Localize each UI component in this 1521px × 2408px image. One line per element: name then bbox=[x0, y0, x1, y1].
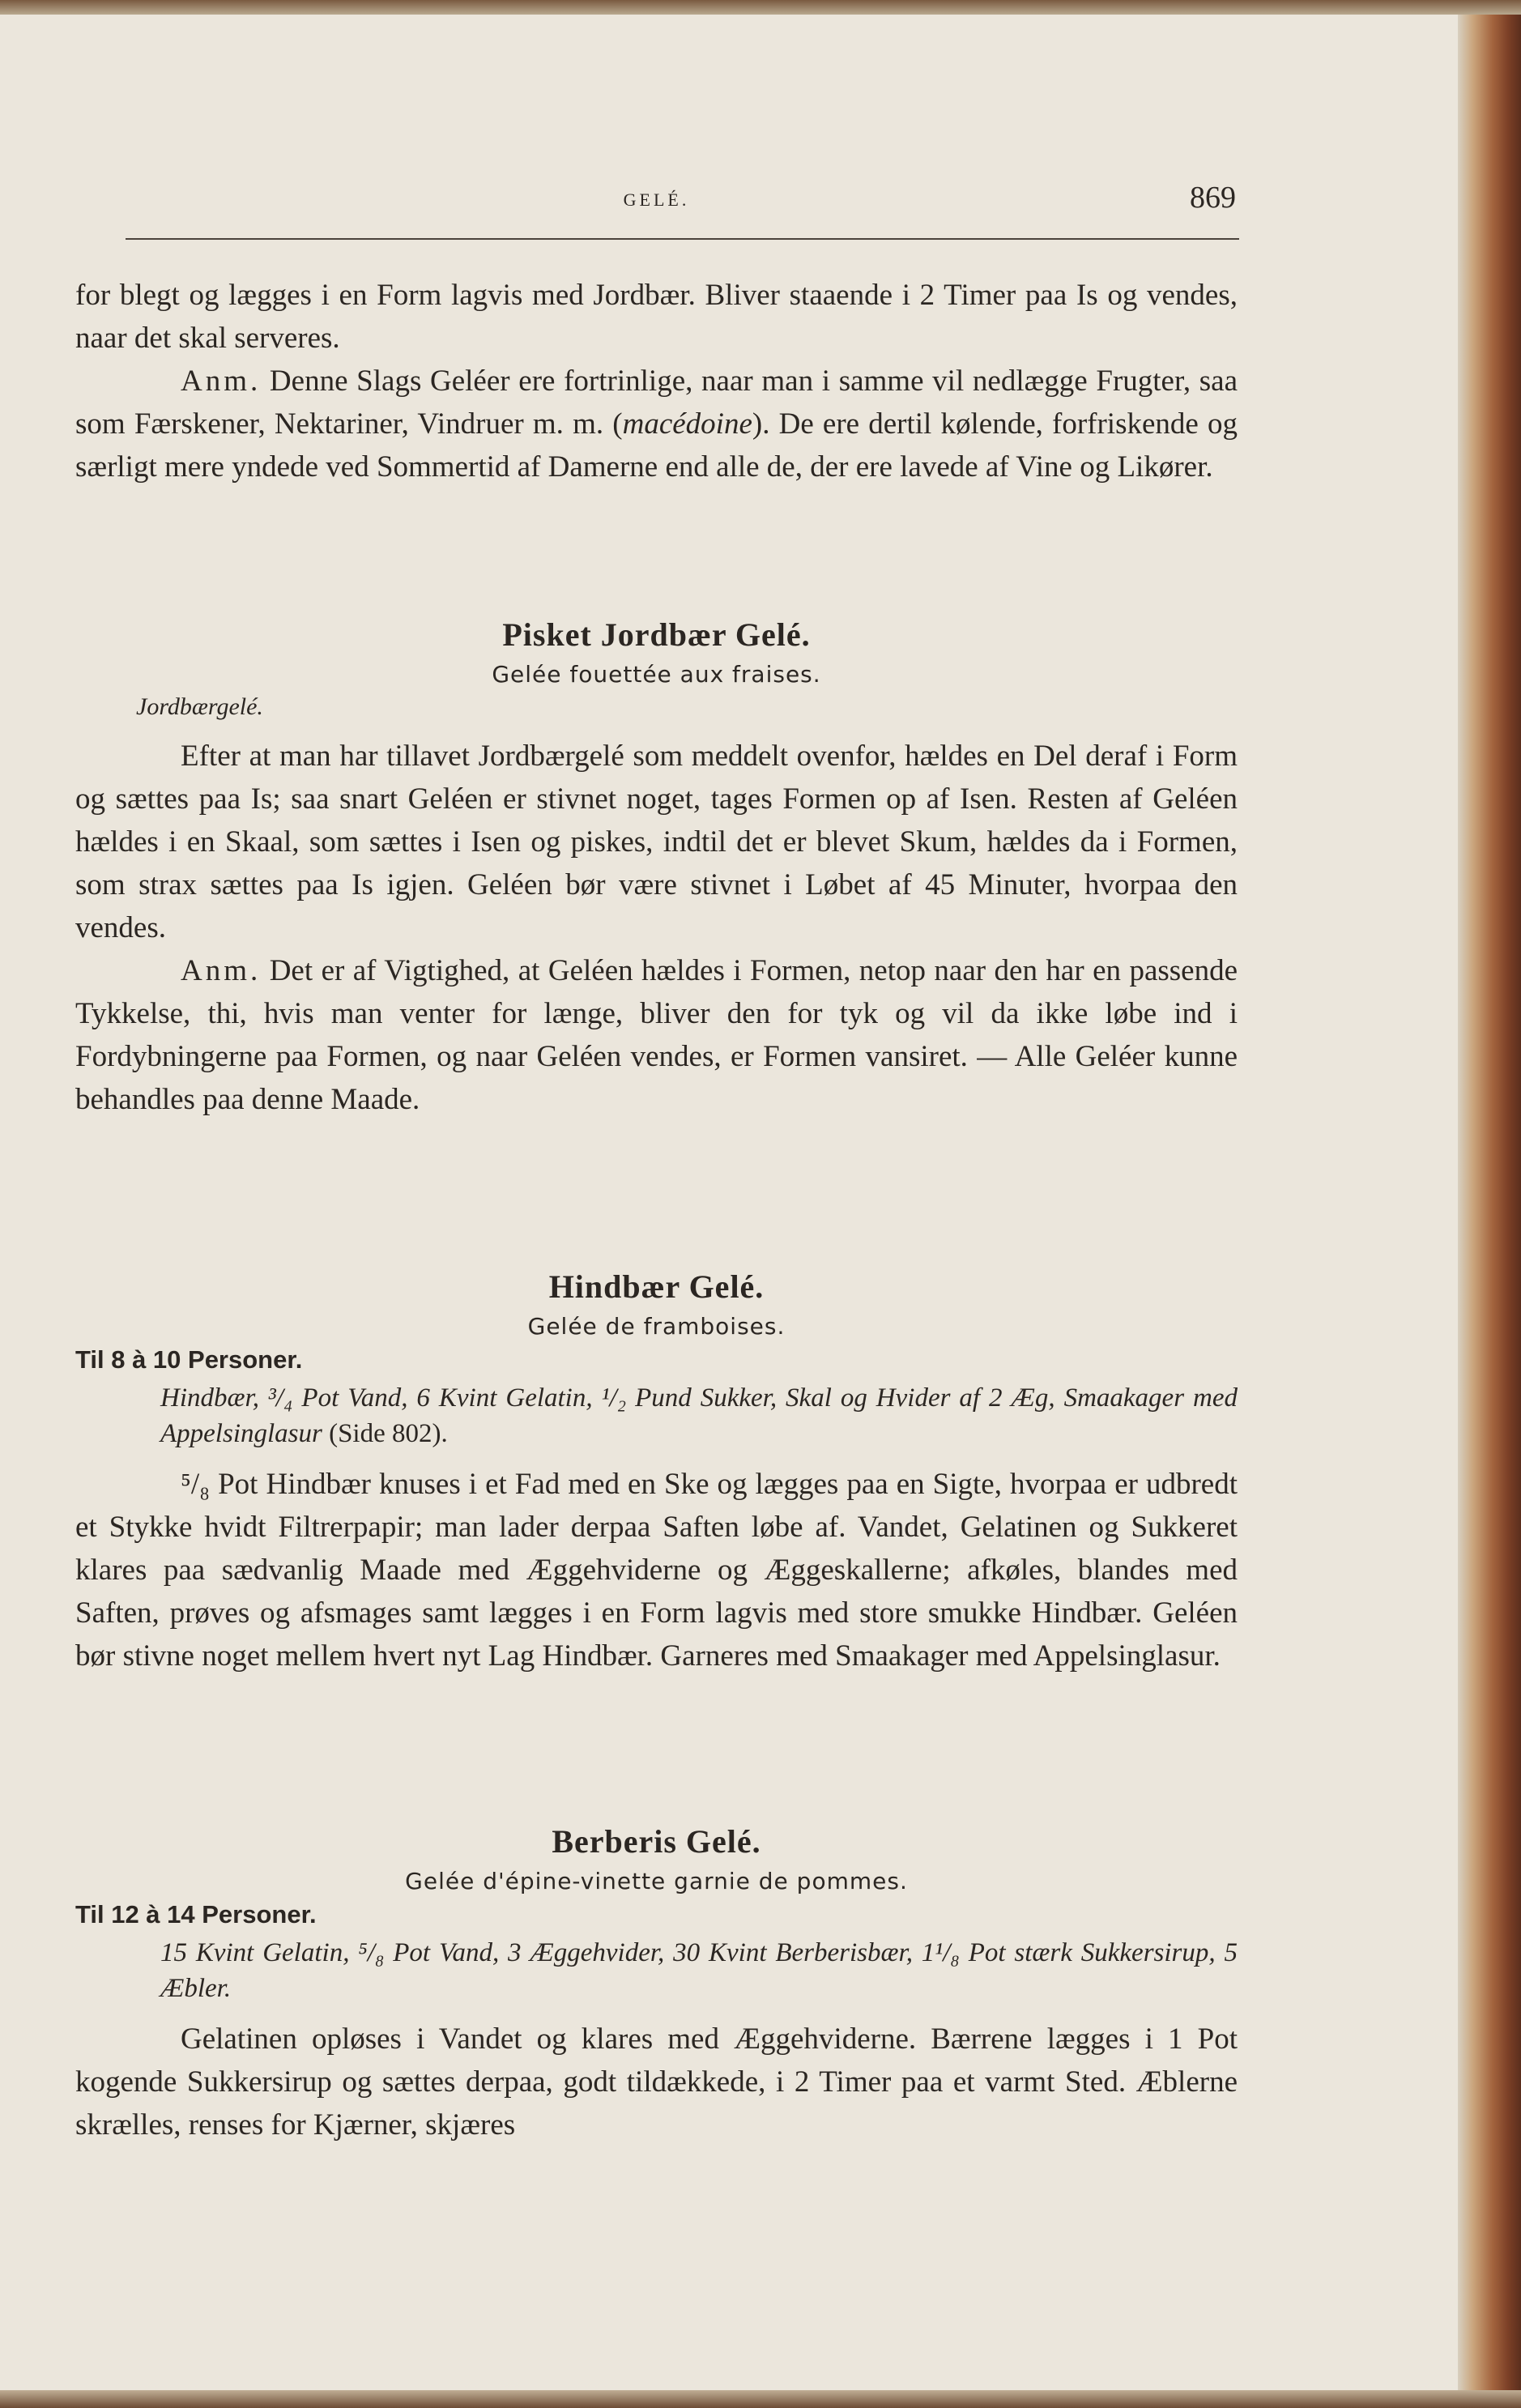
running-title: GELÉ. bbox=[623, 190, 690, 210]
recipe-title: Berberis Gelé. bbox=[552, 1823, 761, 1860]
recipe-paragraph: ⁵/₈ Pot Hindbær knuses i et Fad med en Ske og lægges paa en Sigte, hvorpaa er udbredt et Stykke hvidt Filtrerpapir; man lader derpaa Saften løbe af. Vandet, Gelatinen og Sukkeret klares paa sædvanlig Maade med Æggehviderne og Æggeskallerne; afkøles, blandes med Saften, prøves og afsmages samt lægges i en Form lagvis med store smukke Hindbær. Geléen bør stivne noget mellem hvert nyt Lag Hindbær. Garneres med Smaakager med Appelsinglasur. bbox=[75, 1468, 1238, 1673]
ingredients-text: Hindbær, ³/₄ Pot Vand, 6 Kvint Gelatin, ¹/₂ Pund Sukker, Skal og Hvider af 2 Æg, Smaakager med Appelsinglasur bbox=[160, 1383, 1238, 1448]
recipe-persons: Til 12 à 14 Personer. bbox=[75, 1900, 317, 1929]
book-spine bbox=[1458, 0, 1521, 2408]
recipe-ingredients: 15 Kvint Gelatin, ⁵/₈ Pot Vand, 3 Æggehvider, 30 Kvint Berberisbær, 1¹/₈ Pot stærk Sukkersirup, 5 Æbler. bbox=[160, 1938, 1238, 2003]
running-header bbox=[75, 180, 1238, 222]
intro-paragraph: for blegt og lægges i en Form lagvis med Jordbær. Bliver staaende i 2 Timer paa Is og vendes, naar det skal serveres. bbox=[75, 279, 1238, 355]
recipe-subtitle: Gelée de framboises. bbox=[527, 1313, 786, 1340]
recipe-note bbox=[75, 949, 1238, 1121]
recipe-paragraph: Efter at man har tillavet Jordbærgelé som meddelt ovenfor, hældes en Del deraf i Form og sættes paa Is; saa snart Geléen er stivnet noget, tages Formen op af Isen. Resten af Geléen hældes i en Skaal, som sættes i Isen og piskes, indtil det er blevet Skum, hældes da i Formen, som strax sættes paa Is igjen. Geléen bør være stivnet i Løbet af 45 Minuter, hvorpaa den vendes. bbox=[75, 739, 1238, 944]
intro-note-italic: macédoine bbox=[622, 407, 752, 441]
recipe-persons: Til 8 à 10 Personer. bbox=[75, 1345, 303, 1374]
recipe-berberis bbox=[75, 1818, 1238, 2146]
recipe-pisket-jordbaer bbox=[75, 612, 1238, 1121]
intro-section bbox=[75, 274, 1238, 488]
page-top-edge bbox=[0, 0, 1521, 15]
recipe-title: Hindbær Gelé. bbox=[548, 1268, 765, 1305]
intro-note bbox=[75, 360, 1238, 488]
recipe-hindbaer bbox=[75, 1264, 1238, 1677]
anm-label: Anm. bbox=[181, 954, 262, 987]
page-bottom-edge bbox=[0, 2390, 1521, 2408]
page-number: 869 bbox=[1190, 181, 1236, 215]
intro-note-text-b: ). De ere dertil kølende, forfriskende og særligt mere yndede ved Sommertid af Damerne end alle de, der ere lavede af Vine og Likører. bbox=[75, 407, 1238, 484]
recipe-paragraph: Gelatinen opløses i Vandet og klares med Æggehviderne. Bærrene lægges i 1 Pot kogende Sukkersirup og sættes derpaa, godt tildækkede, i 2 Timer paa et varmt Sted. Æblerne skrælles, renses for Kjærner, skjæres bbox=[75, 2022, 1238, 2142]
header-rule bbox=[126, 238, 1239, 240]
recipe-subtitle: Gelée d'épine-vinette garnie de pommes. bbox=[405, 1868, 908, 1894]
recipe-ingredients bbox=[75, 1380, 1238, 1451]
ingredients-ref: (Side 802). bbox=[322, 1419, 448, 1448]
recipe-aside: Jordbærgelé. bbox=[136, 693, 263, 720]
recipe-subtitle: Gelée fouettée aux fraises. bbox=[492, 661, 821, 688]
recipe-title: Pisket Jordbær Gelé. bbox=[502, 616, 811, 653]
anm-label: Anm. bbox=[181, 364, 262, 398]
recipe-note-text: Det er af Vigtighed, at Geléen hældes i Formen, netop naar den har en passende Tykkelse, thi, hvis man venter for længe, bliver den for tyk og vil da ikke løbe ind i Fordybningerne paa Formen, og naar Geléen vendes, er Formen vansiret. — Alle Geléer kunne behandles paa denne Maade. bbox=[75, 954, 1238, 1116]
intro-note-text-a: Denne Slags Geléer ere fortrinlige, naar man i samme vil nedlægge Frugter, saa som Færskener, Nektariner, Vindruer m. m. ( bbox=[75, 364, 1238, 441]
